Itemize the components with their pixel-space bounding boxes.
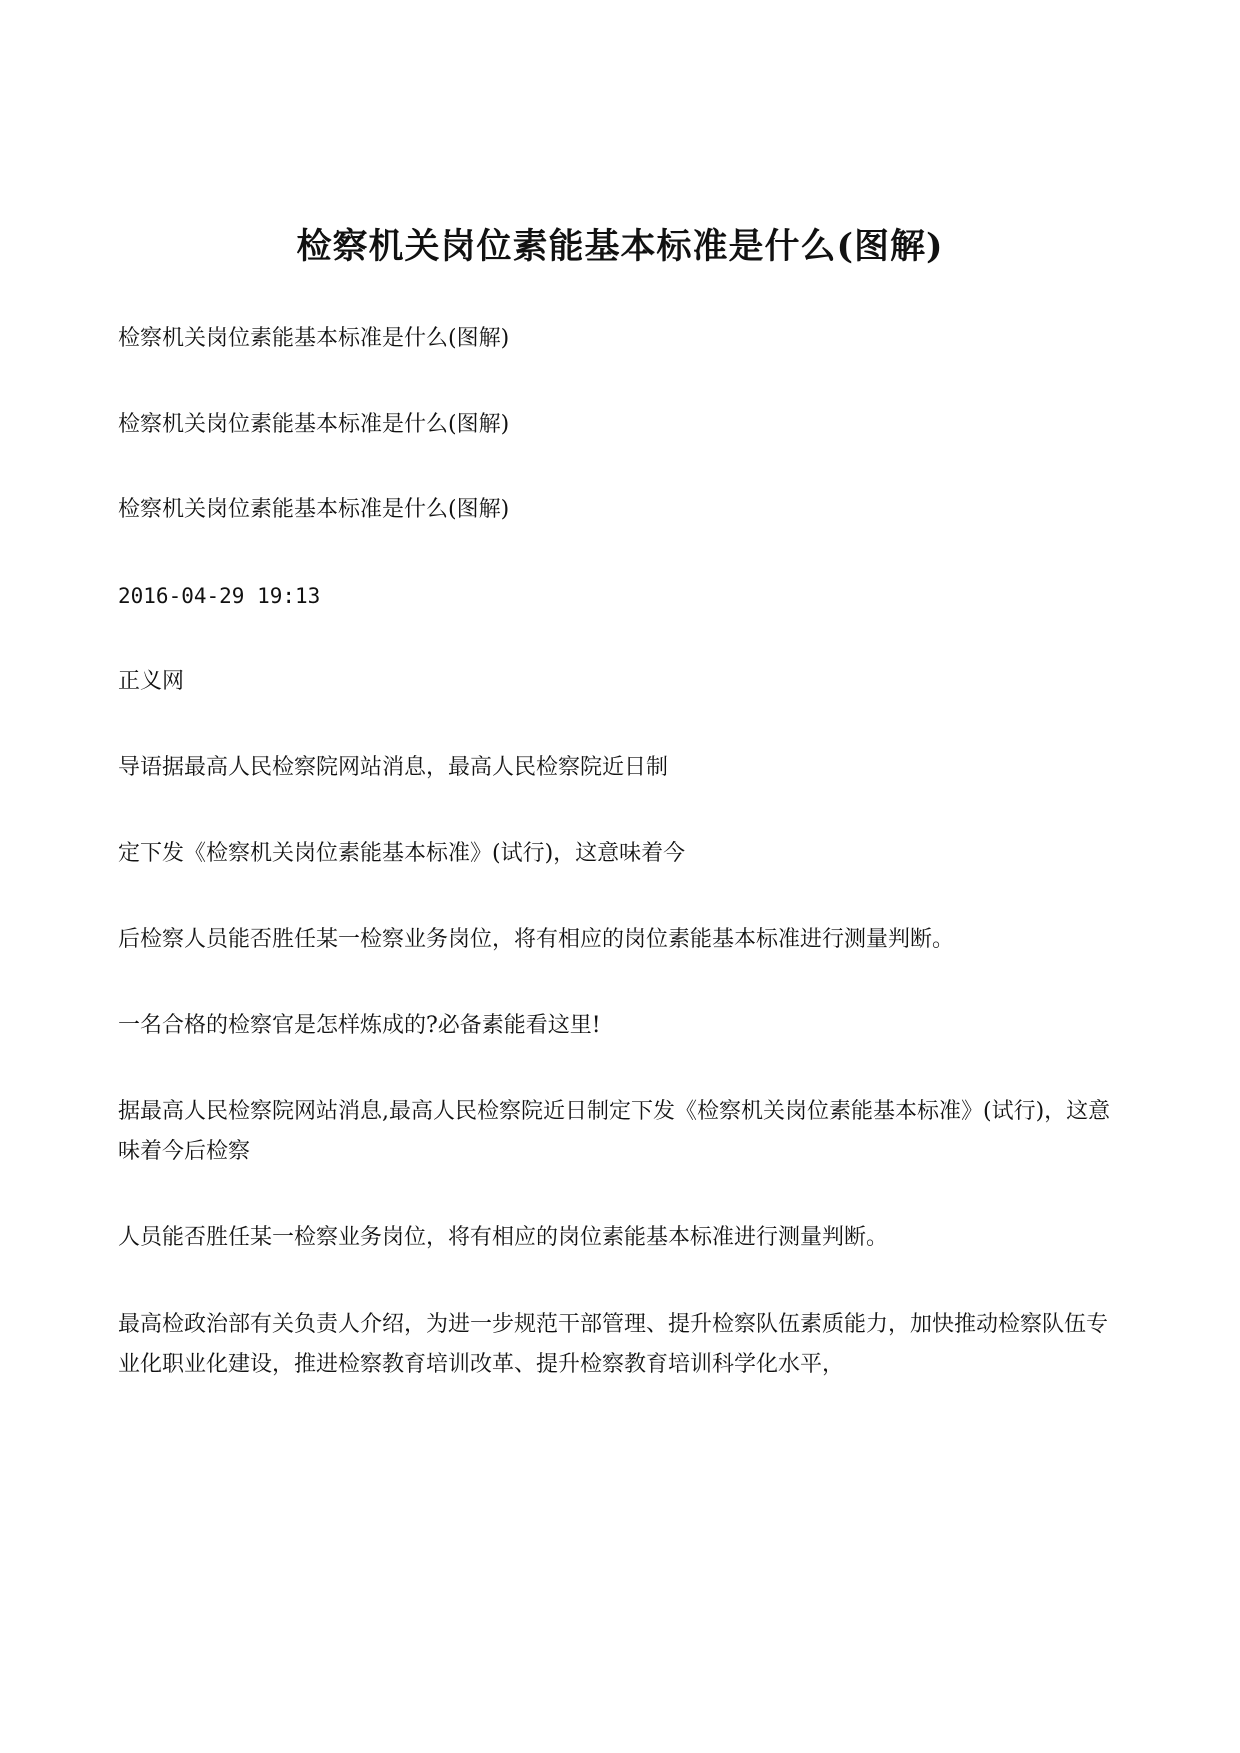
paragraph-repeat-title-1: 检察机关岗位素能基本标准是什么(图解) [118,326,510,351]
paragraph-repeat-title-3: 检察机关岗位素能基本标准是什么(图解) [118,497,510,522]
paragraph-body-3: 最高检政治部有关负责人介绍，为进一步规范干部管理、提升检察队伍素质能力，加快推动检察队伍专业化职业化建设，推进检察教育培训改革、提升检察教育培训科学化水平， [118,1312,1109,1377]
paragraph-lead-1: 导语据最高人民检察院网站消息，最高人民检察院近日制 [118,755,669,780]
paragraph-repeat-title-2: 检察机关岗位素能基本标准是什么(图解) [118,412,510,437]
document-title: 检察机关岗位素能基本标准是什么(图解) [296,226,944,267]
paragraph-lead-3: 后检察人员能否胜任某一检察业务岗位，将有相应的岗位素能基本标准进行测量判断。 [118,927,955,952]
paragraph-body-1: 据最高人民检察院网站消息,最高人民检察院近日制定下发《检察机关岗位素能基本标准》(试行)，这意味着今后检察 [118,1099,1111,1164]
paragraph-body-2: 人员能否胜任某一检察业务岗位，将有相应的岗位素能基本标准进行测量判断。 [118,1225,889,1250]
source-name: 正义网 [118,669,185,694]
paragraph-subheading: 一名合格的检察官是怎样炼成的?必备素能看这里! [118,1013,601,1038]
publish-timestamp: 2016-04-29 19:13 [118,584,321,608]
paragraph-lead-2: 定下发《检察机关岗位素能基本标准》(试行)，这意味着今 [118,841,686,866]
